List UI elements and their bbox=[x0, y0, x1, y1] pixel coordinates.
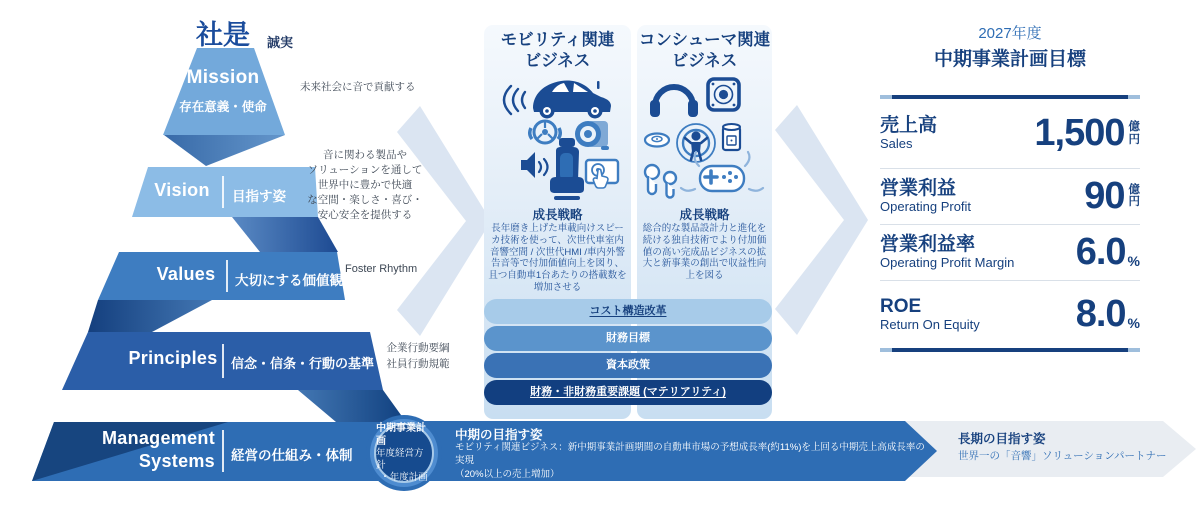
management-divider bbox=[222, 430, 224, 472]
pyramid-mission-shape bbox=[163, 48, 285, 135]
midterm-plan-circle bbox=[374, 423, 434, 483]
touch-display-icon bbox=[586, 160, 618, 188]
principles-note-line: 社員行動規範 bbox=[386, 358, 450, 370]
midterm-plan-circle-line1: 中期事業計画 bbox=[376, 423, 426, 447]
pyramid-fold-4 bbox=[298, 390, 406, 422]
target-row-sales bbox=[880, 99, 1140, 169]
sales-value: 1,500 bbox=[1034, 112, 1125, 154]
earbuds-icon bbox=[645, 165, 676, 198]
targets-bottom-rule bbox=[880, 348, 1140, 352]
sales-sublabel: Sales bbox=[880, 136, 913, 151]
policy-bar-financial-targets: 財務目標 bbox=[484, 326, 772, 351]
motto-value: 誠実 bbox=[267, 35, 294, 50]
vision-note-line: ソリューションを通して bbox=[307, 164, 423, 176]
vision-note-line: 安心安全を提供する bbox=[317, 209, 413, 221]
mobility-strategy-title: 成長戦略 bbox=[532, 208, 583, 222]
principles-label: Principles bbox=[128, 348, 218, 368]
opm-label: 営業利益率 bbox=[880, 233, 976, 255]
mobility-title-line1: モビリティ関連 bbox=[500, 31, 615, 49]
management-label bbox=[90, 427, 215, 473]
roe-value: 8.0 bbox=[1075, 292, 1126, 335]
consumer-strategy-title: 成長戦略 bbox=[679, 208, 730, 222]
principles-sublabel: 信念・信条・行動の基準 bbox=[231, 356, 375, 371]
roe-unit: % bbox=[1127, 314, 1140, 331]
operating-profit-sublabel: Operating Profit bbox=[880, 198, 972, 214]
vision-note-line: 世界中に豊かで快適 bbox=[317, 179, 413, 191]
vision-note bbox=[293, 148, 437, 223]
midterm-goal-line-2: （20%以上の売上増加） bbox=[455, 468, 560, 480]
policy-bar-materiality[interactable]: 財務・非財務重要課題 (マテリアリティ) bbox=[484, 380, 772, 405]
vision-label: Vision bbox=[154, 180, 210, 200]
operating-profit-unit bbox=[1129, 184, 1141, 209]
pyramid-fold-3 bbox=[88, 300, 212, 332]
mobility-icons bbox=[484, 70, 631, 210]
target-row-roe bbox=[880, 280, 1140, 348]
principles-divider bbox=[222, 344, 224, 378]
sales-unit-top: 億 bbox=[1128, 121, 1140, 133]
vision-divider bbox=[222, 176, 224, 208]
vision-note-line: な空間・楽しさ・喜び・ bbox=[307, 194, 423, 206]
box-speaker-icon bbox=[708, 79, 739, 110]
speaker-sound-icon bbox=[521, 152, 548, 178]
midterm-goal-line-1: モビリティ関連ビジネス：新中期事業計画期間の自動車市場の予想成長率(約11%)を上回る中期売上高成長率の実現 bbox=[455, 442, 925, 467]
smart-speaker-icon bbox=[723, 124, 740, 150]
vision-note-line: 音に関わる製品や bbox=[323, 149, 407, 161]
management-label-line1: Management bbox=[101, 428, 215, 448]
surround-person-icon bbox=[677, 124, 715, 162]
disc-icon bbox=[645, 134, 669, 147]
management-label-line2: Systems bbox=[138, 451, 215, 471]
policy-bar-cost-structure[interactable]: コスト構造改革 bbox=[484, 299, 772, 324]
targets-title: 中期事業計画目標 bbox=[933, 49, 1086, 70]
car-seat-icon bbox=[550, 138, 584, 200]
sales-unit-bottom: 円 bbox=[1128, 133, 1140, 146]
speaker-icon bbox=[575, 121, 609, 150]
car-icon bbox=[533, 81, 611, 119]
roe-sublabel: Return On Equity bbox=[880, 316, 980, 332]
targets-fiscal-year: 2027年度 bbox=[978, 25, 1042, 42]
principles-note-line: 企業行動要綱 bbox=[386, 342, 450, 354]
mission-sublabel: 存在意義・使命 bbox=[179, 100, 267, 114]
sales-label: 売上高 bbox=[880, 115, 938, 136]
midterm-goal-line-3: コンシューマ関連ビジネス：モビリティ関連ビジネスに次ぐ柱の育成 bbox=[455, 481, 748, 493]
opm-unit: % bbox=[1127, 252, 1140, 269]
consumer-strategy-text: 総合的な製品設計力と進化を続ける独自技術でより付加価値の高い完成品ビジネスの拡大と新事業の創出で収益性向上を図る bbox=[642, 223, 767, 282]
headphones-icon bbox=[650, 87, 698, 117]
consumer-title-line1: コンシューマ関連 bbox=[638, 31, 771, 49]
values-note: Foster Rhythm bbox=[345, 263, 418, 275]
pyramid-fold-1 bbox=[164, 135, 285, 166]
opm-value: 6.0 bbox=[1075, 230, 1126, 273]
sound-waves-icon bbox=[504, 86, 525, 114]
midterm-plan-circle-line2: 年度経営方針 bbox=[376, 448, 424, 471]
operating-profit-unit-bottom: 円 bbox=[1128, 196, 1140, 208]
mobility-strategy-text: 長年磨き上げた車載向けスピーカ技術を使って、次世代車室内音響空間 / 次世代HMI /車内外警告音等で付加価値向上を図り、且つ自動車1台あたりの搭載数を増加させる bbox=[488, 223, 627, 293]
consumer-title bbox=[637, 30, 772, 72]
consumer-icons bbox=[637, 70, 772, 210]
game-controller-icon bbox=[681, 152, 763, 191]
vision-sublabel: 目指す姿 bbox=[232, 189, 286, 204]
values-divider bbox=[226, 260, 228, 292]
longterm-goal-title: 長期の目指す姿 bbox=[958, 432, 1046, 446]
management-sublabel: 経営の仕組み・体制 bbox=[231, 448, 353, 463]
policy-bar-capital-policy: 資本政策 bbox=[484, 353, 772, 378]
target-row-operating-profit-margin bbox=[880, 224, 1140, 281]
target-row-operating-profit bbox=[880, 168, 1140, 225]
consumer-title-line2: ビジネス bbox=[671, 52, 738, 70]
midterm-goal-lines bbox=[455, 441, 927, 494]
mission-note: 未来社会に音で貢献する bbox=[300, 81, 416, 93]
mobility-title-line2: ビジネス bbox=[524, 52, 591, 70]
motto-label: 社是 bbox=[196, 20, 250, 50]
principles-note bbox=[372, 340, 464, 372]
midterm-plan-circle-line3: ・年度計画 bbox=[380, 472, 428, 483]
midterm-goal-title: 中期の目指す姿 bbox=[455, 428, 543, 442]
longterm-goal-subtitle: 世界一の「音響」ソリューションパートナー bbox=[958, 450, 1167, 462]
operating-profit-value: 90 bbox=[1084, 174, 1125, 217]
mission-label: Mission bbox=[186, 67, 260, 88]
values-label: Values bbox=[156, 264, 216, 284]
mobility-title bbox=[484, 30, 631, 72]
opm-sublabel: Operating Profit Margin bbox=[880, 254, 1015, 270]
transition-chevron-2 bbox=[775, 105, 868, 335]
roe-label: ROE bbox=[880, 295, 922, 317]
operating-profit-label: 営業利益 bbox=[880, 177, 957, 199]
operating-profit-unit-top: 億 bbox=[1128, 183, 1140, 196]
values-sublabel: 大切にする価値観 bbox=[235, 273, 343, 288]
steering-wheel-icon bbox=[530, 121, 561, 143]
sales-unit bbox=[1129, 121, 1141, 146]
